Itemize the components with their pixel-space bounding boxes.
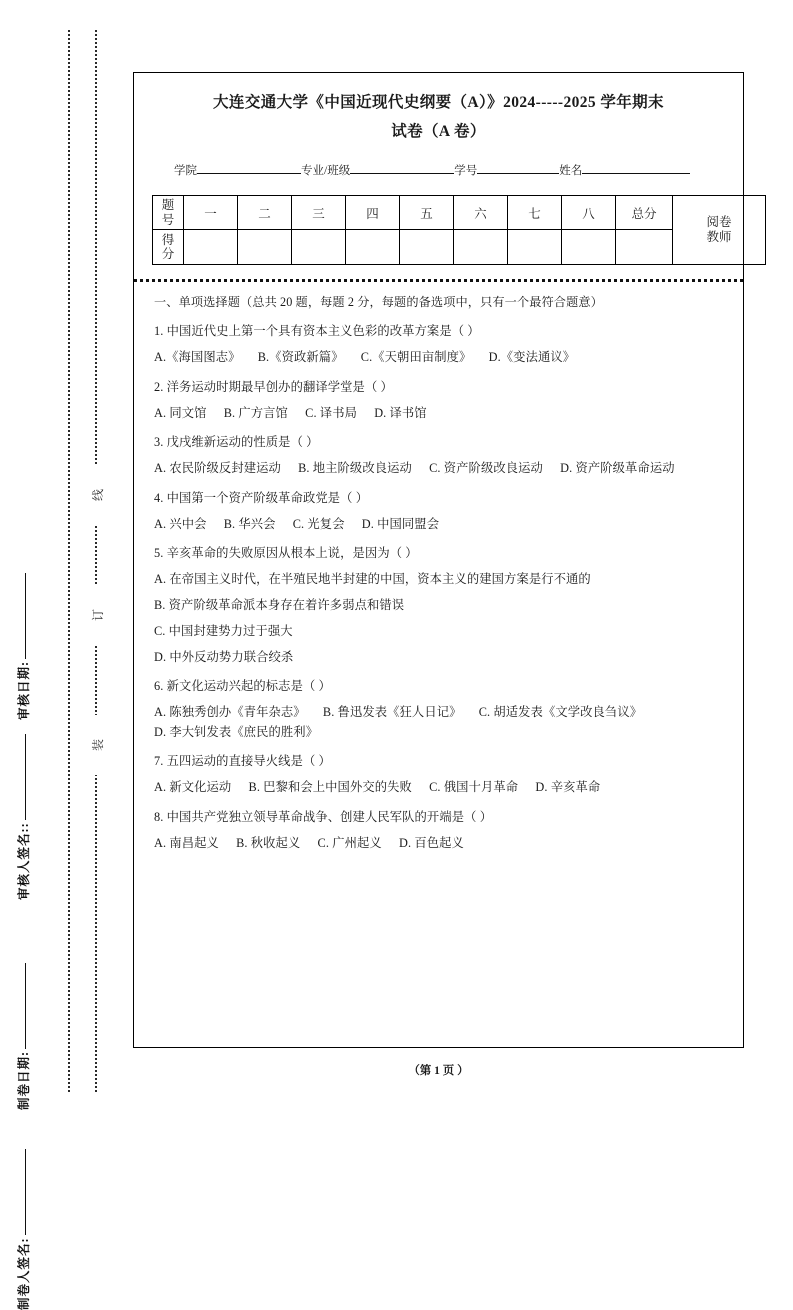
teacher-label-line-2: 教师	[706, 230, 732, 245]
col-header-total: 总分	[616, 196, 673, 230]
question-stem: 5. 辛亥革命的失败原因从根本上说，是因为（ ）	[154, 546, 418, 561]
option-d[interactable]: D. 李大钊发表《庶民的胜利》	[154, 724, 319, 739]
option-d[interactable]: D.《变法通议》	[488, 350, 576, 365]
page-number-label: （第 1 页 ）	[408, 1065, 469, 1077]
option-d[interactable]: D. 资产阶级革命运动	[560, 461, 675, 476]
score-table	[152, 195, 766, 265]
field-blank-major-class[interactable]	[350, 162, 454, 174]
col-header-4: 四	[346, 196, 400, 230]
question-options	[154, 459, 723, 479]
score-cell-6[interactable]	[454, 230, 508, 265]
exam-title-line-1: 大连交通大学《中国近现代史纲要（A）》2024-----2025 学年期末	[213, 94, 664, 111]
question-item-4	[154, 489, 723, 535]
question-stem: 6. 新文化运动兴起的标志是（ ）	[154, 678, 331, 693]
option-c[interactable]: C. 光复会	[292, 516, 345, 531]
row-label-char-2: 号	[161, 212, 175, 227]
questions-body	[152, 293, 725, 854]
option-a[interactable]: A. 在帝国主义时代，在半殖民地半封建的中国，资本主义的建国方案是行不通的	[154, 572, 591, 587]
option-a[interactable]: A. 南昌起义	[154, 835, 219, 850]
margin-label-text: 审核人签名::	[17, 822, 31, 900]
option-b[interactable]: B. 广方言馆	[223, 405, 288, 420]
margin-label-blank[interactable]	[25, 1149, 26, 1235]
field-blank-college[interactable]	[197, 162, 301, 174]
score-cell-1[interactable]	[184, 230, 238, 265]
question-stem: 7. 五四运动的直接导火线是（ ）	[154, 754, 331, 769]
field-label-major-class: 专业/班级	[301, 165, 351, 178]
question-stem: 4. 中国第一个资产阶级革命政党是（ ）	[154, 490, 369, 505]
option-d[interactable]: D. 百色起义	[398, 835, 464, 850]
question-item-2	[154, 378, 723, 424]
student-info-line	[152, 162, 725, 178]
question-stem: 8. 中国共产党独立领导革命战争、创建人民军队的开端是（ ）	[154, 809, 493, 824]
col-header-8: 八	[562, 196, 616, 230]
option-b[interactable]: B.《资政新篇》	[257, 350, 344, 365]
option-a[interactable]: A. 同文馆	[154, 405, 207, 420]
option-b[interactable]: B. 鲁迅发表《狂人日记》	[322, 704, 462, 719]
field-blank-name[interactable]	[582, 162, 690, 174]
col-header-grading-teacher	[673, 196, 766, 265]
question-item-1	[154, 322, 723, 368]
binding-dotted-line-inner	[95, 30, 97, 1092]
margin-label-text: 制卷日期:	[17, 1050, 31, 1110]
option-d[interactable]: D. 辛亥革命	[535, 780, 601, 795]
field-label-name: 姓名	[559, 165, 583, 178]
question-stem: 1. 中国近代史上第一个具有资本主义色彩的改革方案是（ ）	[154, 324, 480, 339]
option-b[interactable]: B. 秋收起义	[236, 835, 301, 850]
option-c[interactable]: C. 胡适发表《文学改良刍议》	[478, 704, 643, 719]
field-label-student-id: 学号	[454, 165, 478, 178]
binding-mark-1: 线	[86, 465, 109, 525]
score-cell-3[interactable]	[292, 230, 346, 265]
section-heading: 一、单项选择题（总共 20 题，每题 2 分，每题的备选项中，只有一个最符合题意）	[154, 295, 603, 310]
question-options	[154, 404, 723, 424]
option-a[interactable]: A. 农民阶级反封建运动	[154, 461, 281, 476]
option-c[interactable]: C.《天朝田亩制度》	[360, 350, 472, 365]
option-b[interactable]: B. 巴黎和会上中国外交的失败	[248, 780, 412, 795]
question-item-3	[154, 433, 723, 479]
section-divider	[134, 279, 743, 282]
margin-label-4	[14, 1010, 32, 1310]
score-label-char-1: 得	[161, 232, 175, 247]
page-footer	[133, 1062, 744, 1078]
option-b[interactable]: B. 资产阶级革命派本身存在着许多弱点和错误	[154, 598, 405, 613]
score-cell-5[interactable]	[400, 230, 454, 265]
col-header-2: 二	[238, 196, 292, 230]
question-options	[154, 778, 723, 798]
option-c[interactable]: C. 广州起义	[317, 835, 382, 850]
question-options	[154, 834, 723, 854]
score-cell-7[interactable]	[508, 230, 562, 265]
option-b[interactable]: B. 地主阶级改良运动	[298, 461, 412, 476]
question-item-5	[154, 544, 723, 667]
margin-label-blank[interactable]	[25, 734, 26, 820]
score-label-char-2: 分	[161, 247, 175, 262]
field-blank-student-id[interactable]	[477, 162, 559, 174]
option-a[interactable]: A. 新文化运动	[154, 780, 232, 795]
question-options	[154, 348, 723, 368]
exam-paper-frame	[133, 72, 744, 1048]
question-options	[154, 703, 723, 743]
option-c[interactable]: C. 俄国十月革命	[429, 780, 519, 795]
question-stem: 2. 洋务运动时期最早创办的翻译学堂是（ ）	[154, 379, 393, 394]
question-options	[154, 515, 723, 535]
field-label-college: 学院	[174, 165, 197, 178]
option-a[interactable]: A.《海国图志》	[154, 350, 241, 365]
binding-mark-3: 装	[86, 715, 109, 775]
teacher-label-line-1: 阅卷	[706, 215, 732, 230]
option-a[interactable]: A. 兴中会	[154, 516, 207, 531]
page-title	[160, 89, 717, 146]
question-options	[154, 570, 723, 667]
option-a[interactable]: A. 陈独秀创办《青年杂志》	[154, 704, 306, 719]
score-cell-8[interactable]	[562, 230, 616, 265]
option-d[interactable]: D. 中国同盟会	[361, 516, 440, 531]
margin-label-text: 制卷人签名:	[17, 1237, 31, 1310]
col-header-6: 六	[454, 196, 508, 230]
question-item-7	[154, 752, 723, 798]
option-b[interactable]: B. 华兴会	[223, 516, 276, 531]
binding-dotted-line-outer	[68, 30, 70, 1092]
option-d[interactable]: D. 译书馆	[374, 405, 427, 420]
question-item-6	[154, 677, 723, 743]
row-label-score	[153, 230, 184, 265]
score-cell-total[interactable]	[616, 230, 673, 265]
option-d[interactable]: D. 中外反动势力联合绞杀	[154, 650, 294, 665]
exam-title-line-2: 试卷（A 卷）	[391, 122, 486, 140]
question-item-8	[154, 808, 723, 854]
option-c[interactable]: C. 译书局	[305, 405, 357, 420]
left-margin-annotations	[0, 0, 70, 1310]
option-c[interactable]: C. 资产阶级改良运动	[429, 461, 543, 476]
margin-label-text: 审核日期:	[17, 660, 31, 720]
col-header-1: 一	[184, 196, 238, 230]
score-cell-4[interactable]	[346, 230, 400, 265]
question-stem: 3. 戊戌维新运动的性质是（ ）	[154, 435, 319, 450]
col-header-7: 七	[508, 196, 562, 230]
col-header-5: 五	[400, 196, 454, 230]
col-header-3: 三	[292, 196, 346, 230]
binding-mark-2: 订	[86, 585, 109, 645]
score-cell-2[interactable]	[238, 230, 292, 265]
row-label-char-1: 题	[161, 198, 175, 213]
option-c[interactable]: C. 中国封建势力过于强大	[154, 624, 293, 639]
row-label-question-number	[153, 196, 184, 230]
table-row-question-numbers	[153, 196, 766, 230]
